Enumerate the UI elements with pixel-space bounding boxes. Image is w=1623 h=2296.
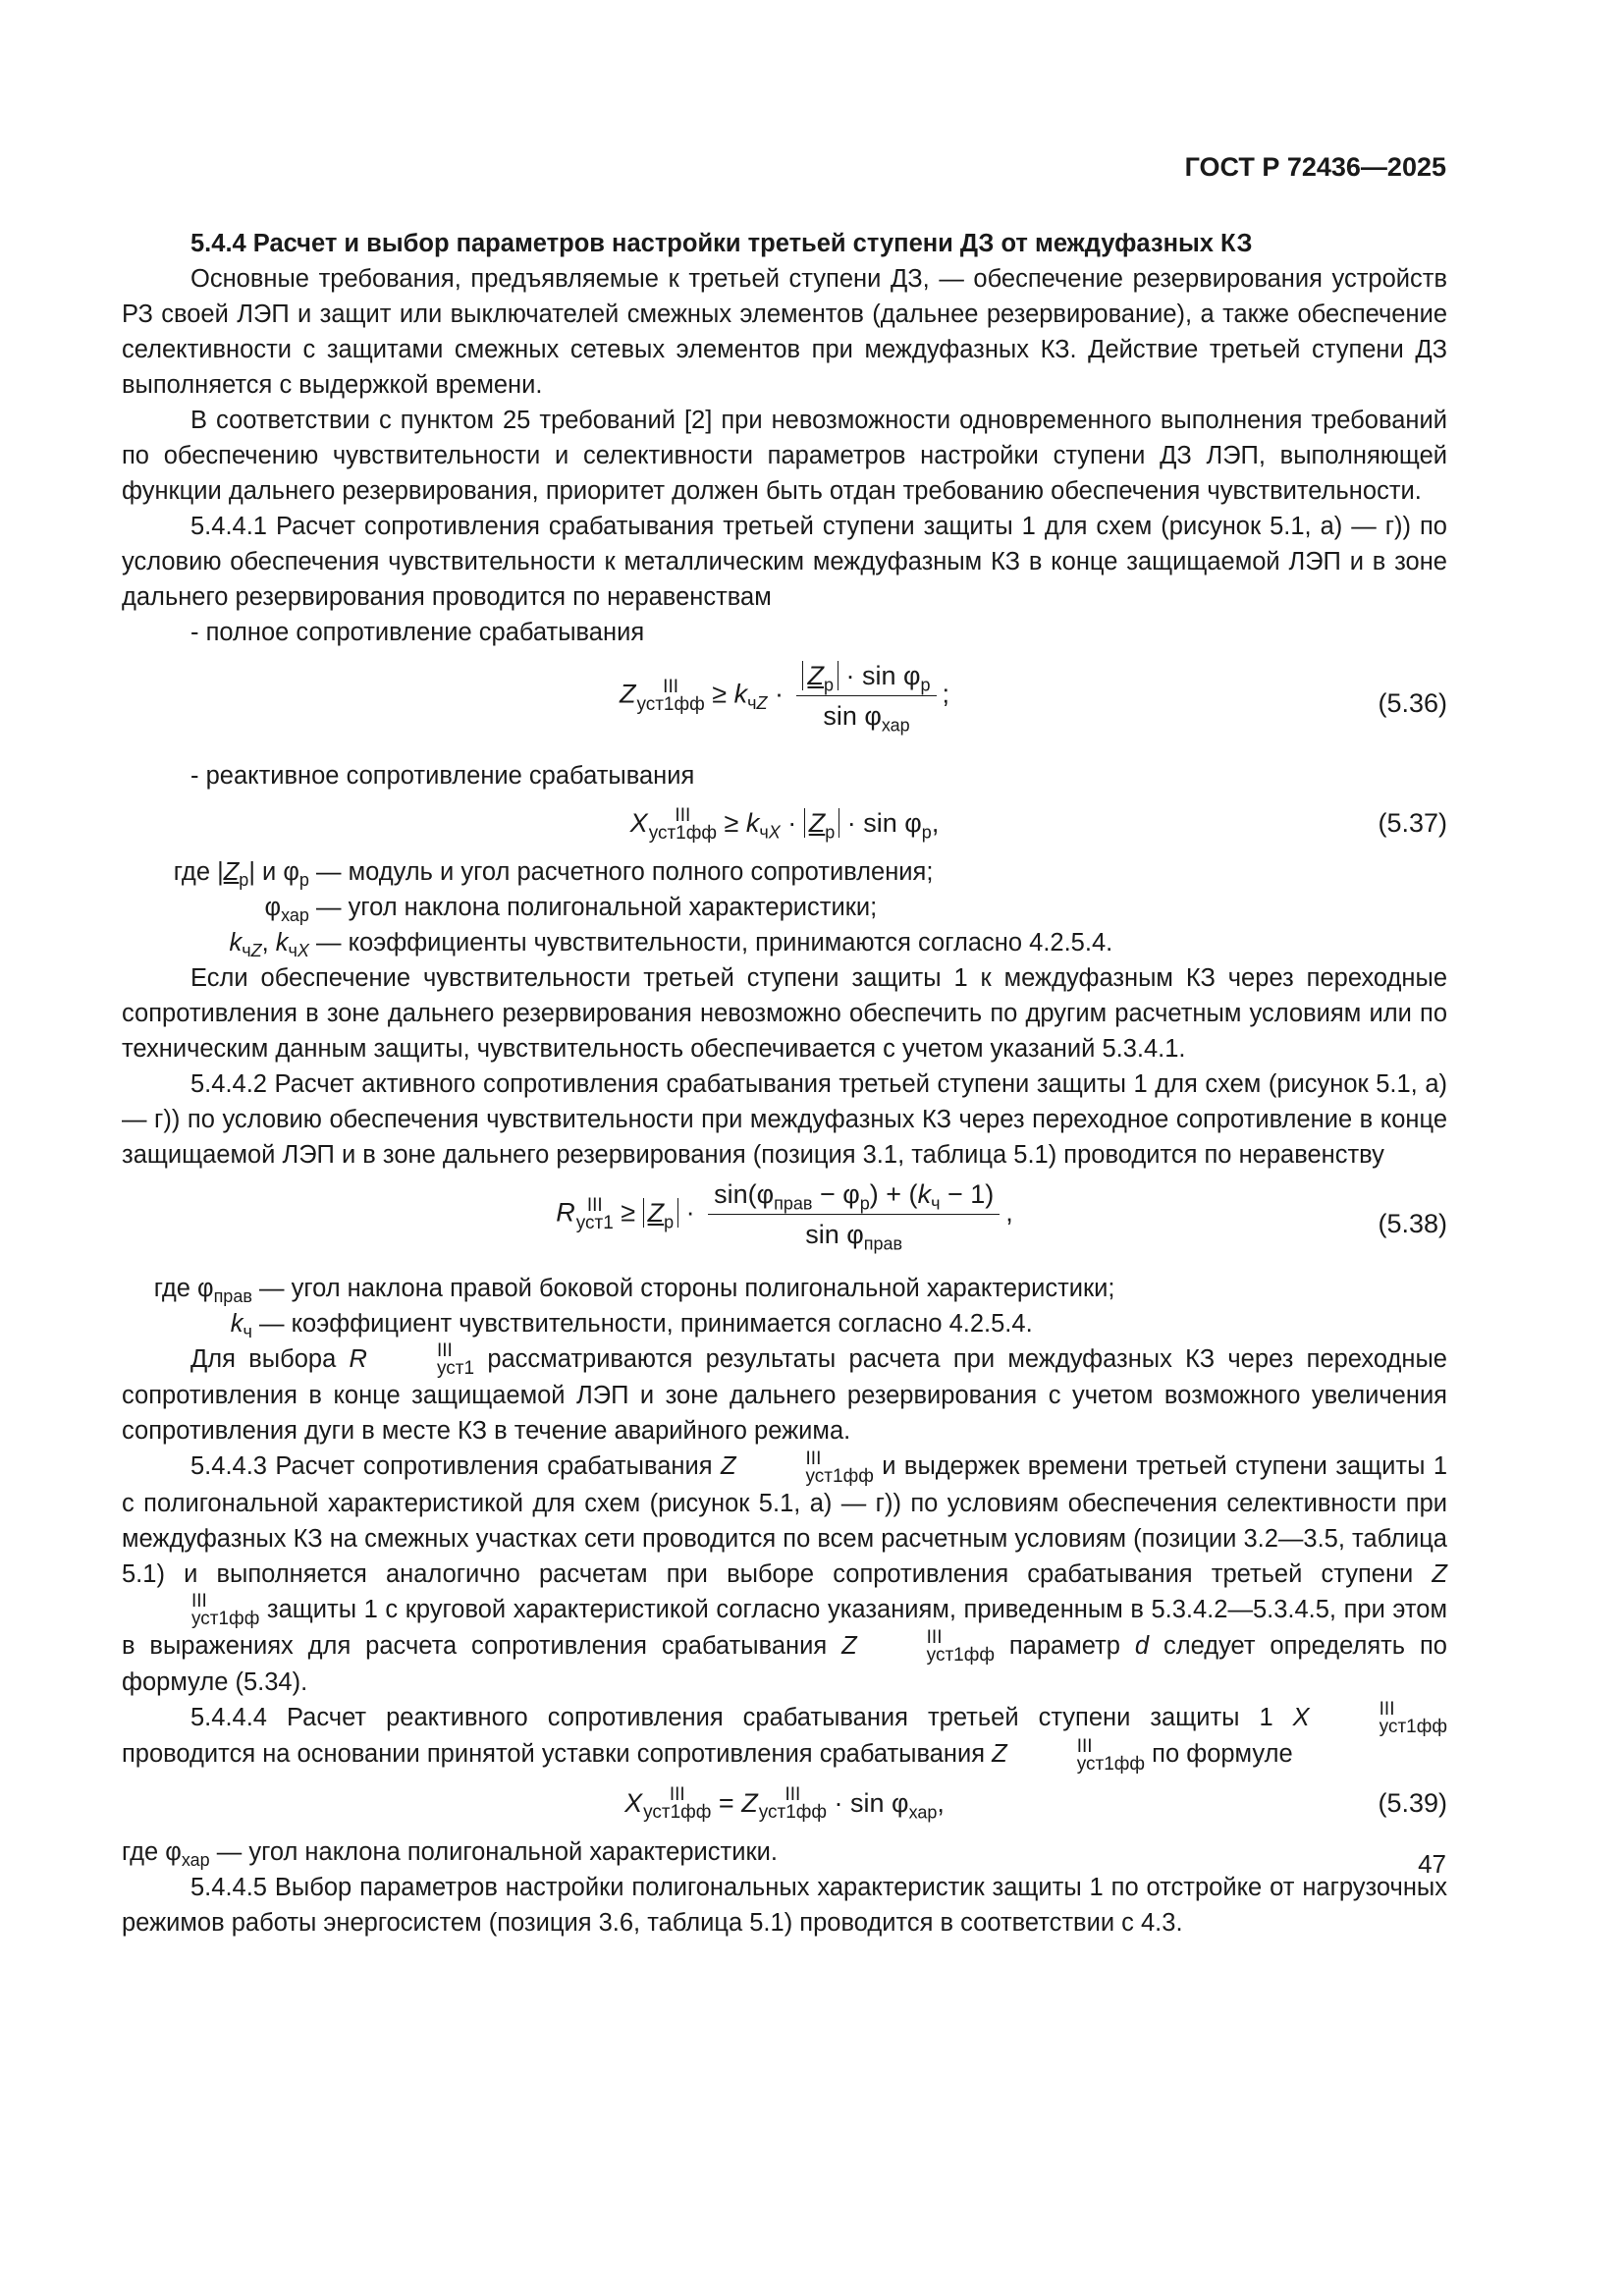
text-fragment: защиты 1 с круговой характеристикой согласно указаниям, приведенным в 5.3.4.2—5.3.4.5, при этом в выражениях для расчета сопротивления срабатывания: [122, 1595, 1447, 1660]
standard-header: ГОСТ Р 72436—2025: [1184, 152, 1446, 182]
text-fragment: рассматриваются результаты расчета при междуфазных КЗ через переходные сопротивления в конце защищаемой ЛЭП и зоне дальнего резервирования с учетом возможного увеличения сопротивления дуги в месте КЗ в течение аварийного режима.: [122, 1345, 1447, 1446]
list-item: - реактивное сопротивление срабатывания: [190, 762, 695, 790]
paragraph: 5.4.4.2 Расчет активного сопротивления срабатывания третьей ступени защиты 1 для схем (рисунок 5.1, а) — г)) по условию обеспечения чувствительности при междуфазных КЗ через переходное сопротивление в конце защищаемой ЛЭП и в зоне дальнего резервирования (позиция 3.1, таблица 5.1) проводится по неравенству: [122, 1070, 1447, 1169]
section-heading: 5.4.4 Расчет и выбор параметров настройки третьей ступени ДЗ от междуфазных КЗ: [190, 230, 1253, 257]
where-text: — угол наклона полигональной характеристики;: [316, 894, 878, 921]
paragraph: 5.4.4.3 Расчет сопротивления срабатывания Z III уст1фф и выдержек времени третьей ступени защиты 1 с полигональной характеристикой для схем (рисунок 5.1, а) — г)) по условиям обеспечения селективности при междуфазных КЗ на смежных участках сети проводится по всем расчетным условиям (позиции 3.2—3.5, таблица 5.1) и выполняется аналогично расчетам при выборе сопротивления срабатывания третьей ступени Z III уст1фф защиты 1 с круговой характеристикой согласно указаниям, приведенным в 5.3.4.2—5.3.4.5, при этом в выражениях для расчета сопротивления срабатывания Z III уст1фф параметр d следует определять по формуле (5.34).: [122, 1448, 1447, 1697]
formula-5-36: Z III уст1фф ≥ $k_{чZ}$ · $\frac{Z_р \cdot \sin \varphi_р}{\sin \varphi_{хар}}$ ; (5.36): [122, 650, 1447, 758]
where-block: где $\varphi_{хар}$ — угол наклона полигональной характеристики.: [122, 1834, 1447, 1870]
where-text: — коэффициент чувствительности, принимается согласно 4.2.5.4.: [259, 1310, 1033, 1338]
text-fragment: Для выбора: [190, 1345, 337, 1373]
formula-5-37: X III уст1фф ≥ $k_{чX} \cdot Z_р \cdot \sin \varphi_р$, (5.37): [629, 804, 1447, 844]
formula-5-39: X III уст1фф = Z III уст1фф · $\sin \varphi_{хар}$, (5.39): [624, 1784, 1447, 1824]
text-fragment: и выдержек времени третьей ступени защиты 1 с полигональной характеристикой для схем (рисунок 5.1, а) — г)) по условиям обеспечения селективности при междуфазных КЗ на смежных участках сети проводится по всем расчетным условиям (позиции 3.2—3.5, таблица 5.1) и выполняется аналогично расчетам при выборе сопротивления срабатывания третьей ступени: [122, 1452, 1447, 1588]
where-text: — модуль и угол расчетного полного сопротивления;: [316, 858, 934, 886]
paragraph: 5.4.4.4 Расчет реактивного сопротивления срабатывания третьей ступени защиты 1 X III уст1фф проводится на основании принятой уставки сопротивления срабатывания Z III уст1фф по формуле: [122, 1699, 1447, 1775]
where-block: где $|Z_р|$ и $\varphi_р$ — модуль и угол расчетного полного сопротивления; $\varphi_{хар}$ — угол наклона полигональной характеристики; $k_{чZ}$, $k_{чX}$ — коэффициенты чувствительности, принимаются согласно 4.2.5.4.: [122, 854, 1447, 960]
where-block: где $\varphi_{прав}$ — угол наклона правой боковой стороны полигональной характеристики; $k_ч$ — коэффициент чувствительности, принимается согласно 4.2.5.4.: [122, 1271, 1447, 1341]
where-text: — угол наклона правой боковой стороны полигональной характеристики;: [259, 1275, 1115, 1302]
text-fragment: 5.4.4.4 Расчет реактивного сопротивления срабатывания третьей ступени защиты 1: [190, 1704, 1273, 1732]
text-fragment: проводится на основании принятой уставки сопротивления срабатывания: [122, 1740, 986, 1769]
page-content: [122, 226, 1447, 1941]
formula-number: (5.37): [1378, 808, 1447, 838]
paragraph: Основные требования, предъявляемые к третьей ступени ДЗ, — обеспечение резервирования устройств РЗ своей ЛЭП и защит или выключателей смежных элементов (дальнее резервирование), а также обеспечение селективности с защитами смежных сетевых элементов при междуфазных КЗ. Действие третьей ступени ДЗ выполняется с выдержкой времени.: [122, 265, 1447, 399]
where-text: — коэффициенты чувствительности, принимаются согласно 4.2.5.4.: [316, 929, 1113, 957]
formula-number: (5.39): [1378, 1787, 1447, 1818]
paragraph: Для выбора R III уст1 рассматриваются результаты расчета при междуфазных КЗ через переходные сопротивления в конце защищаемой ЛЭП и зоне дальнего резервирования с учетом возможного увеличения сопротивления дуги в месте КЗ в течение аварийного режима.: [122, 1340, 1447, 1446]
page-number: 47: [1418, 1849, 1446, 1879]
text-fragment: по формуле: [1152, 1740, 1293, 1769]
text-fragment: параметр: [1008, 1631, 1120, 1660]
paragraph: 5.4.4.5 Выбор параметров настройки полигональных характеристик защиты 1 по отстройке от нагрузочных режимов работы энергосистем (позиция 3.6, таблица 5.1) проводится в соответствии с 4.3.: [122, 1873, 1447, 1937]
paragraph: 5.4.4.1 Расчет сопротивления срабатывания третьей ступени защиты 1 для схем (рисунок 5.1, а) — г)) по условию обеспечения чувствительности к металлическим междуфазным КЗ в конце защищаемой ЛЭП и в зоне дальнего резервирования проводится по неравенствам: [122, 513, 1447, 611]
paragraph: Если обеспечение чувствительности третьей ступени защиты 1 к междуфазным КЗ через переходные сопротивления в зоне дальнего резервирования невозможно обеспечить по другим расчетным условиям или по техническим данным защиты, чувствительность обеспечивается с учетом указаний 5.3.4.1.: [122, 964, 1447, 1063]
formula-number: (5.36): [1378, 688, 1447, 718]
text-fragment: 5.4.4.3 Расчет сопротивления срабатывания: [190, 1452, 713, 1481]
text-fragment: следует определять по формуле (5.34).: [122, 1631, 1447, 1697]
formula-5-38: R III уст1 ≥ $Z_р$ · $\frac{\sin(\varphi_{прав} - \varphi_р) + (k_ч - 1)}{\sin \varphi_{прав}}$ , (5.38): [122, 1173, 1447, 1271]
where-text: — угол наклона полигональной характеристики.: [216, 1837, 778, 1866]
paragraph: В соответствии с пунктом 25 требований [2] при невозможности одновременного выполнения требований по обеспечению чувствительности и селективности параметров настройки ступени ДЗ ЛЭП, выполняющей функции дальнего резервирования, приоритет должен быть отдан требованию обеспечения чувствительности.: [122, 407, 1447, 505]
formula-number: (5.38): [1378, 1209, 1447, 1238]
list-item: - полное сопротивление срабатывания: [190, 619, 645, 646]
